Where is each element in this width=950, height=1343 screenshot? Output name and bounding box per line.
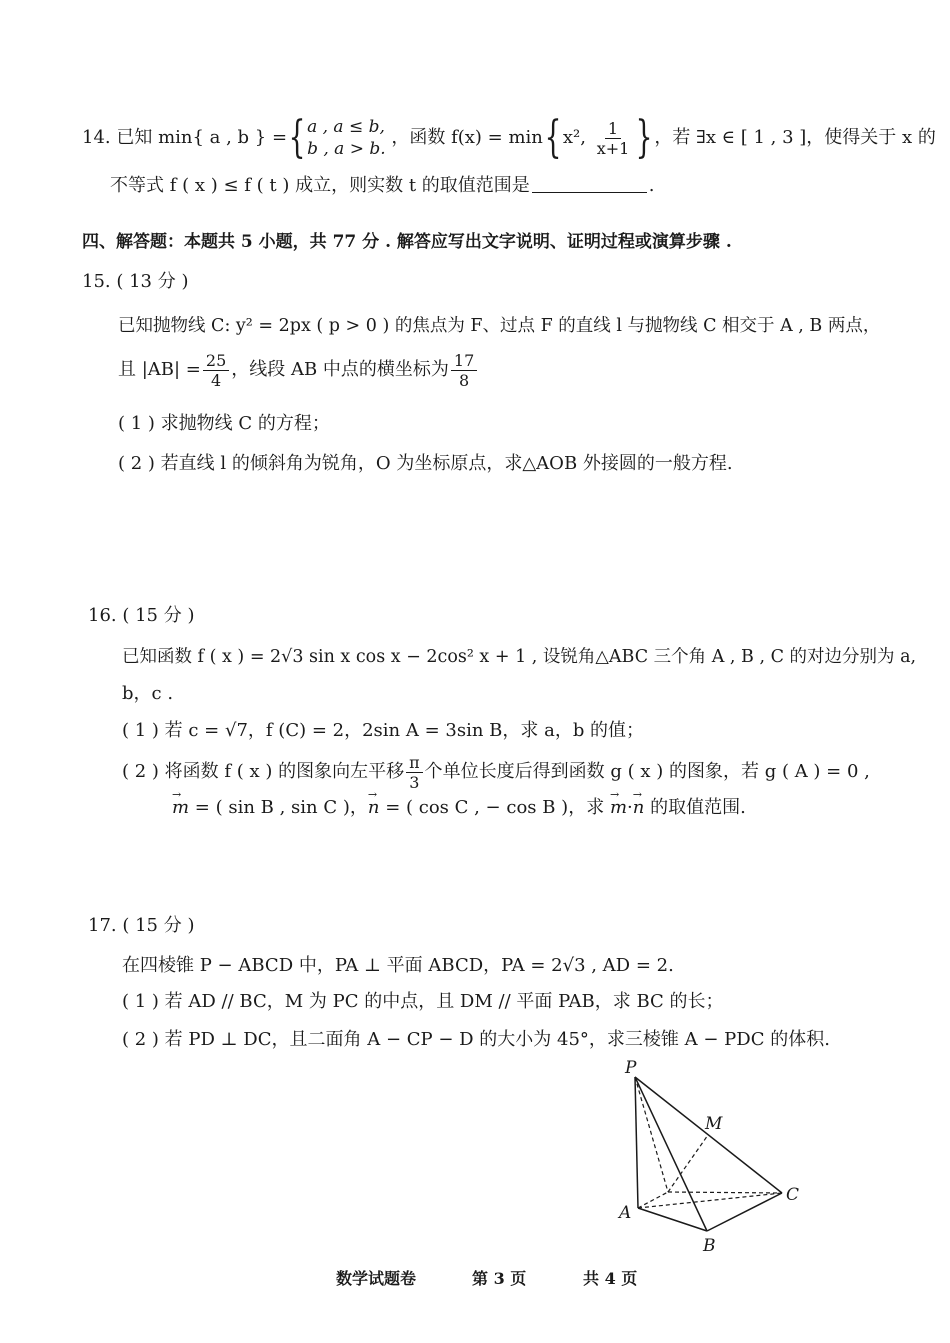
q17-line-1: 在四棱锥 P − ABCD 中，PA ⊥ 平面 ABCD，PA = 2√3 , AD = 2.	[122, 955, 674, 976]
section-4-heading: 四、解答题：本题共 5 小题，共 77 分 . 解答应写出文字说明、证明过程或演算步骤 .	[82, 232, 732, 252]
q16-part-2	[122, 750, 870, 794]
edge-pb	[635, 1077, 707, 1231]
q16-line-2: b，c .	[122, 683, 174, 704]
frac-den: 3	[409, 772, 420, 792]
left-brace: {	[288, 112, 306, 163]
edge-pc	[635, 1077, 782, 1193]
fraction	[203, 351, 229, 390]
q17-part-1: ( 1 ) 若 AD // BC，M 为 PC 的中点，且 DM // 平面 PAB，求 BC 的长；	[122, 991, 724, 1012]
q14-function: ，函数 f(x) = min	[391, 127, 543, 148]
edge-dc-hidden	[668, 1192, 782, 1193]
frac-den: 8	[459, 370, 470, 390]
dot-operator: ·	[627, 797, 633, 818]
segment-dm-hidden	[668, 1135, 708, 1192]
q16-vectors	[172, 794, 746, 822]
q14-x-squared: x²,	[562, 127, 592, 148]
midpoint-text: ，线段 AB 中点的横坐标为	[231, 359, 449, 380]
frac-den: 4	[210, 370, 222, 390]
vector-m-def: = ( sin B , sin C )，	[189, 797, 368, 818]
frac-den: x+1	[596, 138, 630, 158]
frac-num: 1	[605, 119, 621, 139]
q14-line-1	[82, 113, 936, 163]
frac-num: π	[406, 753, 423, 773]
answer-blank	[532, 172, 647, 193]
case-2: b , a > b.	[307, 139, 386, 159]
label-b: B	[703, 1236, 716, 1256]
footer-title: 数学试题卷	[336, 1269, 417, 1288]
footer-page-total: 共 4 页	[583, 1269, 638, 1288]
footer-page-number: 第 3 页	[472, 1269, 527, 1288]
left-brace: {	[544, 112, 562, 163]
q17-part-2: ( 2 ) 若 PD ⊥ DC，且二面角 A − CP − D 的大小为 45°，求三棱锥 A − PDC 的体积.	[122, 1029, 830, 1050]
vector-n: → n	[633, 794, 645, 822]
edge-ab	[638, 1208, 707, 1231]
q17-heading: 17. ( 15 分 )	[88, 915, 195, 936]
edge-pd-hidden	[635, 1077, 668, 1192]
q16-heading: 16. ( 15 分 )	[88, 605, 195, 626]
vector-m: → m	[172, 794, 189, 822]
q16-line-1: 已知函数 f ( x ) = 2√3 sin x cos x − 2cos² x + 1 , 设锐角△ABC 三个角 A , B , C 的对边分别为 a,	[122, 647, 917, 667]
fraction	[406, 753, 423, 792]
q15-part-2: ( 2 ) 若直线 l 的倾斜角为锐角，O 为坐标原点，求△AOB 外接圆的一般方程.	[118, 453, 733, 474]
frac-num: 17	[451, 351, 477, 371]
q15-line-2	[118, 348, 479, 392]
label-m: M	[705, 1114, 723, 1134]
q14-min-def: 14. 已知 min{ a , b } =	[82, 127, 288, 148]
min-cases	[307, 116, 386, 160]
range-text: 的取值范围.	[644, 797, 746, 818]
q15-line-1: 已知抛物线 C: y² = 2px ( p > 0 ) 的焦点为 F、过点 F 的直线 l 与抛物线 C 相交于 A , B 两点，	[118, 316, 881, 336]
fraction	[451, 351, 477, 390]
vector-n: → n	[368, 794, 380, 822]
label-p: P	[625, 1058, 637, 1078]
edge-pa	[635, 1077, 638, 1208]
edge-ad-hidden	[638, 1192, 668, 1208]
q14-inequality: 不等式 f ( x ) ≤ f ( t ) 成立，则实数 t 的取值范围是	[110, 175, 530, 196]
q14-condition: ，若 ∃x ∈ [ 1 , 3 ]，使得关于 x 的	[654, 127, 936, 148]
q14-line-2	[110, 172, 655, 200]
right-brace: }	[635, 112, 653, 163]
case-1: a , a ≤ b,	[307, 117, 385, 137]
fraction	[594, 119, 633, 158]
frac-num: 25	[203, 351, 229, 371]
label-a: A	[619, 1203, 632, 1223]
q15-part-1: ( 1 ) 求抛物线 C 的方程；	[118, 413, 330, 434]
q16-part-1: ( 1 ) 若 c = √7，f (C) = 2，2sin A = 3sin B，求 a，b 的值；	[122, 720, 645, 741]
shift-text: ( 2 ) 将函数 f ( x ) 的图象向左平移	[122, 761, 405, 782]
vector-m: → m	[610, 794, 627, 822]
label-c: C	[786, 1185, 800, 1205]
period: .	[648, 175, 655, 196]
edge-bc	[707, 1193, 782, 1231]
edge-ac-hidden	[638, 1193, 782, 1208]
q15-heading: 15. ( 13 分 )	[82, 271, 189, 292]
vector-n-def: = ( cos C , − cos B )，求	[379, 797, 610, 818]
ab-length: 且 |AB| =	[118, 359, 201, 380]
pyramid-figure	[605, 1055, 810, 1260]
g-function-text: 个单位长度后得到函数 g ( x ) 的图象，若 g ( A ) = 0 ,	[424, 761, 870, 782]
